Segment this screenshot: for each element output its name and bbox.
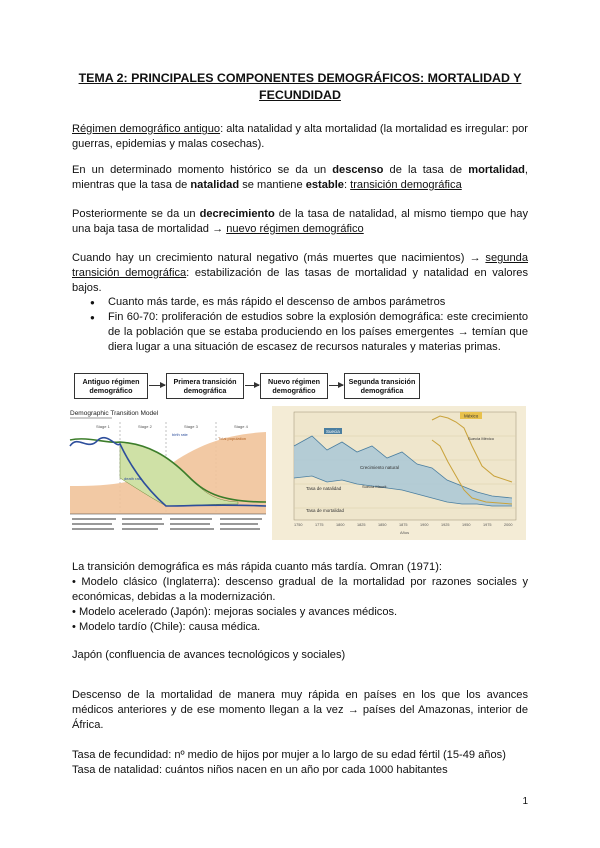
bold-term: estable (305, 179, 344, 191)
flow-box-primera: Primera transición demográfica (166, 373, 244, 399)
paragraph-nuevo-regimen (72, 207, 528, 237)
list-item: ● Fin 60-70: proliferación de estudios sobre la explosión demográfica: este crecimiento de la población que se estaba produciendo en los países emergentes → temían que diera lugar a una situación de escasez de recursos naturales y materias primas. (72, 310, 528, 355)
model-line: • Modelo clásico (Inglaterra): descenso gradual de la mortalidad por razones sociales y económicas, debidas a la modernización. (72, 576, 528, 603)
stage-label: Stage 3 (184, 424, 198, 429)
paragraph-japon: Japón (confluencia de avances tecnológicos y sociales) (72, 649, 346, 661)
text: Cuando hay un crecimiento natural negativo (más muertes que nacimientos) → (72, 252, 486, 264)
x-tick: 1825 (357, 523, 366, 527)
x-tick: 1775 (315, 523, 324, 527)
text: de la tasa de natalidad, al mismo tiempo que hay una baja tasa de mortalidad → (72, 208, 528, 235)
paragraph-models (72, 575, 528, 635)
mexico-label: México (464, 413, 479, 419)
bold-term: descenso (332, 164, 384, 176)
sweden-mexico-figure (272, 406, 526, 540)
paragraph-natalidad: Tasa de natalidad: cuántos niños nacen en un año por cada 1000 habitantes (72, 764, 448, 776)
model-line: • Modelo tardío (Chile): causa médica. (72, 621, 261, 633)
document-title: TEMA 2: PRINCIPALES COMPONENTES DEMOGRÁFICOS: MORTALIDAD Y FECUNDIDAD (78, 71, 522, 102)
flow-arrow (245, 385, 259, 386)
x-tick: 1875 (399, 523, 408, 527)
paragraph-antiguo-regimen (72, 122, 528, 152)
mortality-label: Suecia Maurit. (362, 484, 388, 489)
flow-box-nuevo: Nuevo régimen demográfico (260, 373, 328, 399)
x-tick: 2000 (504, 523, 513, 527)
paragraph-segunda-transicion (72, 251, 528, 296)
stage-label: Stage 1 (96, 424, 110, 429)
x-tick: 1975 (483, 523, 492, 527)
term-regimen-antiguo: Régimen demográfico antiguo (72, 123, 221, 135)
underlined-term: segunda transición demográfica (72, 252, 528, 279)
stage-label: Stage 2 (138, 424, 152, 429)
flow-box-segunda: Segunda transición demográfica (344, 373, 420, 399)
total-population-label: Total population (218, 436, 247, 441)
bold-term: natalidad (190, 179, 240, 191)
death-rate-label: Tasa de mortalidad (306, 508, 345, 513)
text: : (343, 179, 351, 191)
paragraph-text: : alta natalidad y alta mortalidad (la mortalidad es irregular: por guerras, epidemias y malas cosechas). (72, 123, 528, 150)
figure-title: Demographic Transition Model (70, 410, 159, 417)
flow-box-antiguo: Antiguo régimen demográfico (74, 373, 148, 399)
x-tick: 1925 (441, 523, 450, 527)
text: de la tasa de (383, 164, 469, 176)
paragraph-descenso: Descenso de la mortalidad de manera muy rápida en países en los que los avances médicos anteriores y de ese momento llegan a la vez → países del Amazonas, interior de África. (72, 689, 528, 731)
stage-label: Stage 4 (234, 424, 248, 429)
page-number: 1 (522, 796, 528, 807)
paragraph-omran: La transición demográfica es más rápida cuanto más tardía. Omran (1971): (72, 561, 442, 573)
paragraph-transicion (72, 163, 528, 193)
x-tick: 1750 (294, 523, 303, 527)
flow-arrow (329, 385, 343, 386)
model-line: • Modelo acelerado (Japón): mejoras sociales y avances médicos. (72, 606, 398, 618)
demographic-transition-figure (68, 406, 268, 540)
x-tick: 1850 (378, 523, 387, 527)
underlined-term: transición demográfica (350, 179, 462, 191)
list-item: ● Cuanto más tarde, es más rápido el descenso de ambos parámetros (72, 295, 528, 310)
x-axis-label: Años (400, 530, 410, 535)
text: Posteriormente se da un (72, 208, 200, 220)
flow-arrow (149, 385, 165, 386)
birth-rate-label: birth rate (172, 432, 188, 437)
x-tick: 1950 (462, 523, 471, 527)
sweden-label: Suecia (326, 429, 340, 434)
bullet-list (72, 295, 528, 355)
bold-term: mortalidad (468, 164, 525, 176)
x-tick: 1900 (420, 523, 429, 527)
death-rate-label: death rate (124, 476, 143, 481)
flow-diagram (72, 372, 528, 402)
x-tick: 1800 (336, 523, 345, 527)
text: : estabilización de las tasas de mortalidad y natalidad en valores bajos. (72, 267, 529, 294)
text: se mantiene (239, 179, 306, 191)
birth-rate-label: Tasa de natalidad (306, 486, 342, 491)
text: En un determinado momento histórico se da un (72, 164, 333, 176)
bold-term: decrecimiento (199, 208, 275, 220)
text: , mientras que la tasa de (72, 164, 529, 191)
natural-growth-label: Crecimiento natural (360, 465, 400, 470)
natural-growth-mexico-label: Suecia México (468, 436, 495, 441)
paragraph-fecundidad: Tasa de fecundidad: nº medio de hijos por mujer a lo largo de su edad fértil (15-49 años) (72, 749, 506, 761)
underlined-term: nuevo régimen demográfico (226, 223, 364, 235)
